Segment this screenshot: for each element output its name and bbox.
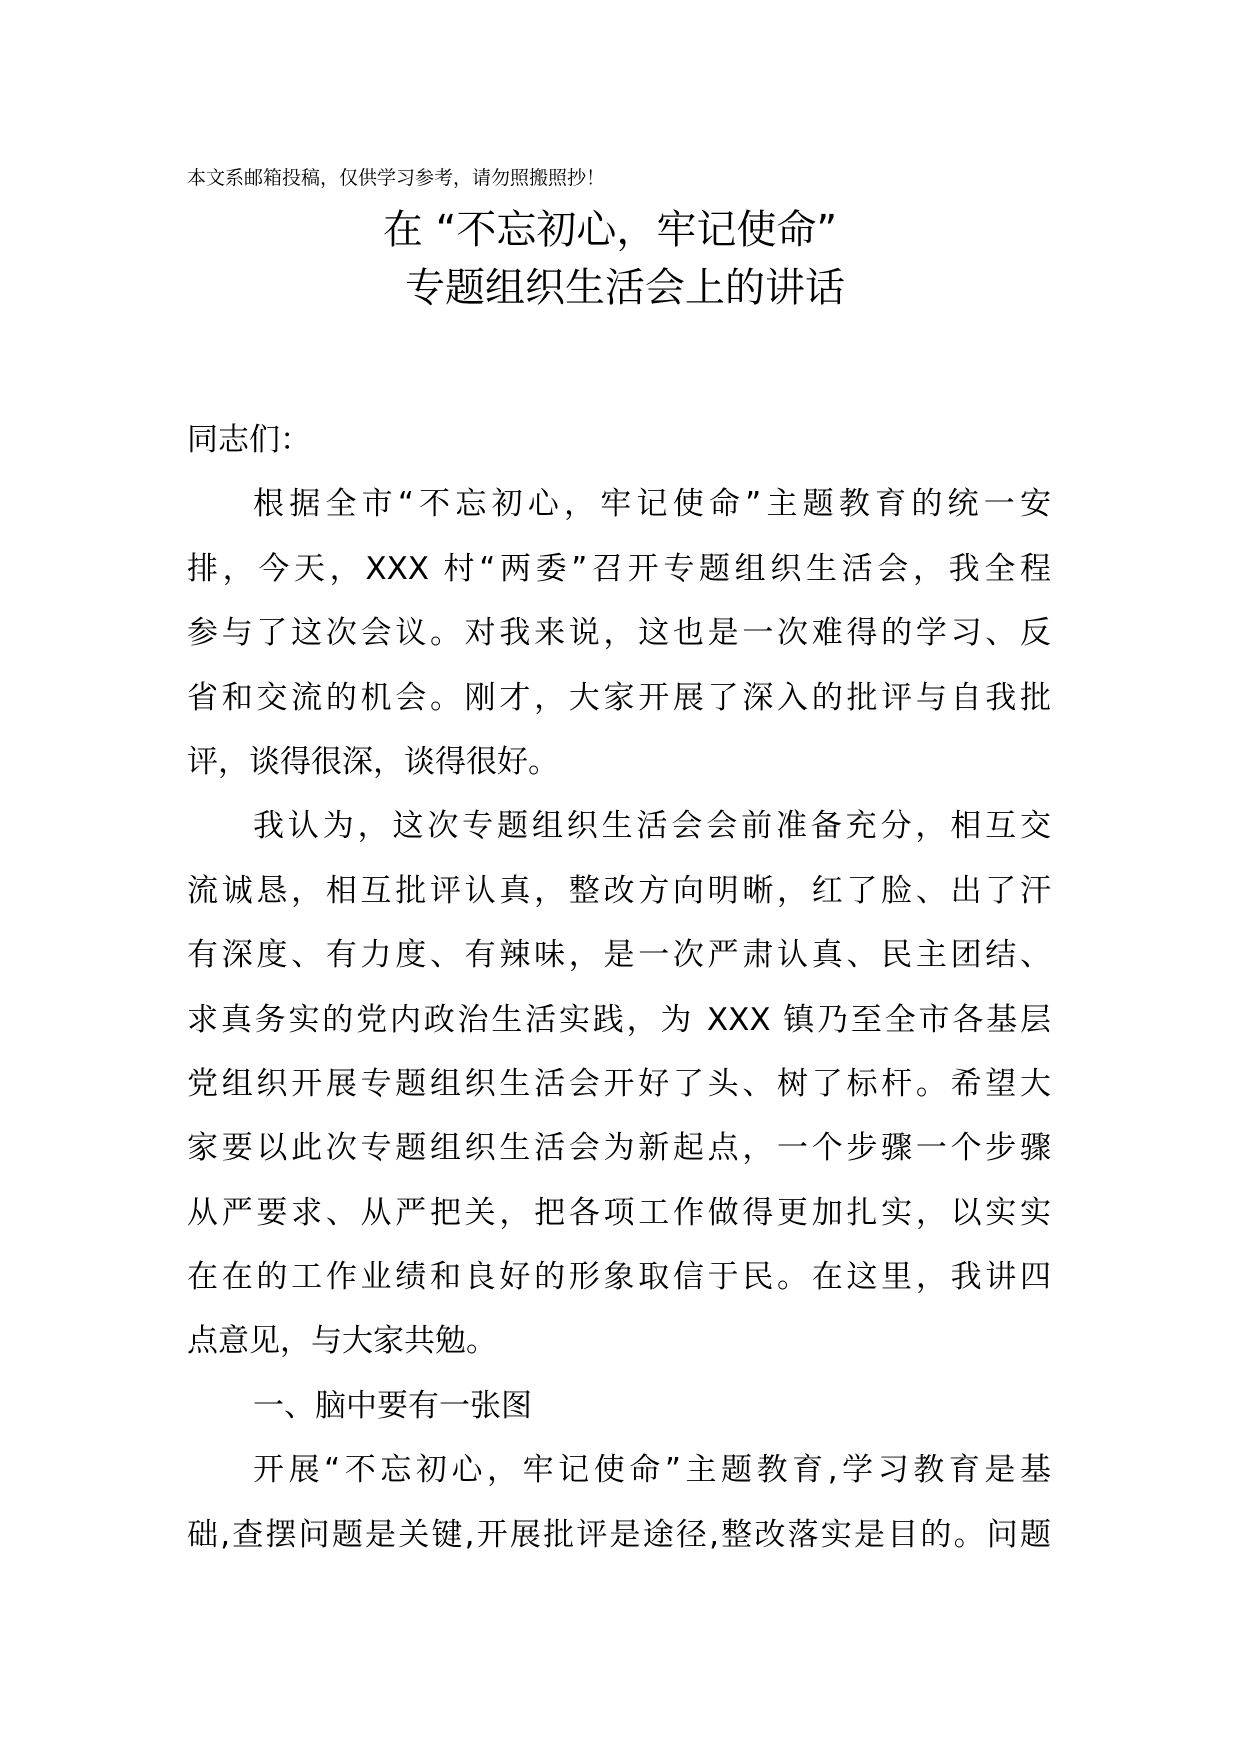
section-heading: 一、脑中要有一张图 (253, 1387, 532, 1424)
salutation: 同志们： (187, 422, 311, 458)
notice: 本文系邮箱投稿，仅供学习参考，请勿照搬照抄！ (187, 167, 606, 189)
paragraph-line: 开展“不忘初心，牢记使命”主题教育,学习教育是基 (253, 1452, 1051, 1489)
paragraph-line: 从严要求、从严把关，把各项工作做得更加扎实，以实实 (187, 1194, 1051, 1231)
paragraph-line: 党组织开展专题组织生活会开好了头、树了标杆。希望大 (187, 1065, 1051, 1102)
paragraph-line: 流诚恳，相互批评认真，整改方向明晰，红了脸、出了汗 (187, 872, 1051, 909)
document-title-line-1: 在 “不忘初心，牢记使命” (382, 207, 838, 253)
paragraph-line: 省和交流的机会。刚才，大家开展了深入的批评与自我批 (187, 679, 1051, 716)
paragraph-line: 根据全市“不忘初心，牢记使命”主题教育的统一安 (253, 486, 1051, 523)
paragraph-line: 础,查摆问题是关键,开展批评是途径,整改落实是目的。问题 (187, 1516, 1051, 1553)
paragraph-line: 我认为，这次专题组织生活会会前准备充分，相互交 (253, 808, 1051, 845)
paragraph-line: 有深度、有力度、有辣味，是一次严肃认真、民主团结、 (187, 937, 1051, 974)
paragraph-line: 家要以此次专题组织生活会为新起点，一个步骤一个步骤 (187, 1130, 1051, 1167)
paragraph-line: 排，今天，XXX 村“两委”召开专题组织生活会，我全程 (187, 550, 1051, 587)
paragraph-line: 评，谈得很深，谈得很好。 (187, 743, 559, 780)
document-title-line-2: 专题组织生活会上的讲话 (405, 265, 845, 311)
paragraph-line: 参与了这次会议。对我来说，这也是一次难得的学习、反 (187, 615, 1051, 652)
paragraph-line: 点意见，与大家共勉。 (187, 1323, 497, 1360)
document-body (187, 408, 1051, 1567)
paragraph-line: 求真务实的党内政治生活实践，为 XXX 镇乃至全市各基层 (187, 1001, 1051, 1038)
paragraph-line: 在在的工作业绩和良好的形象取信于民。在这里，我讲四 (187, 1259, 1051, 1296)
